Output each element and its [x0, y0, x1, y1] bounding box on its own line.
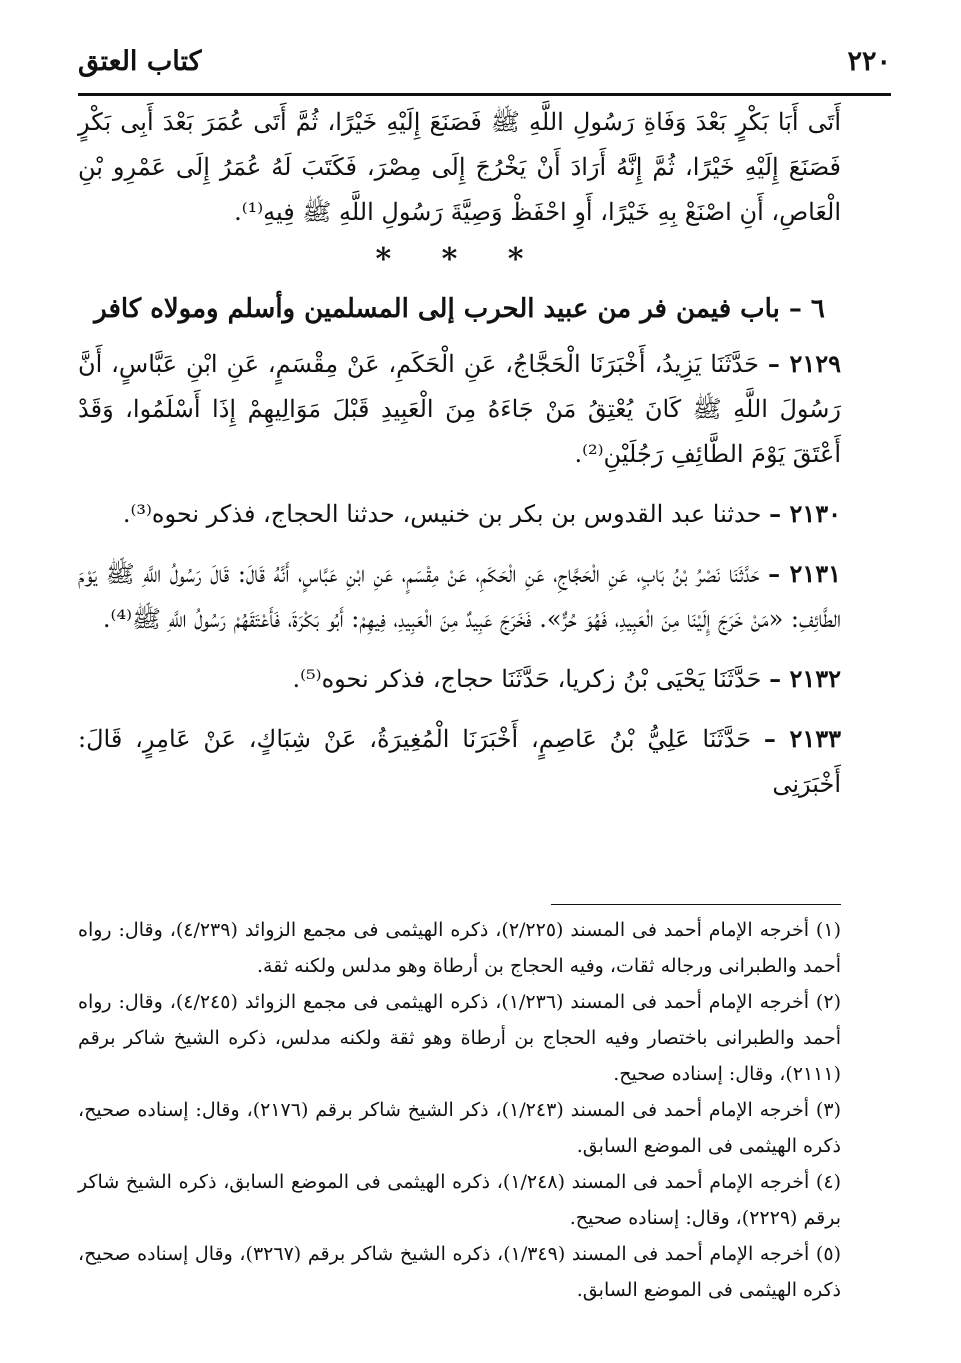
chapter-title: ٦ – باب فيمن فر من عبيد الحرب إلى المسلمين وأسلم ومولاه كافر	[94, 294, 825, 324]
hadith-number: ٢١٣٣ –	[763, 724, 841, 753]
hadith-number: ٢١٢٩ –	[767, 349, 841, 378]
footnote-1: (١) أخرجه الإمام أحمد فى المسند (٢/٢٢٥)، ذكره الهيثمى فى مجمع الزوائد (٤/٢٣٩)، وقال: رواه أحمد والطبرانى ورجاله ثقات، وفيه الحجاج بن أرطاة وهو مدلس ولكنه ثقة.	[78, 919, 841, 977]
main-text	[78, 100, 841, 807]
hadith-number: ٢١٣١ –	[768, 559, 842, 588]
footnote-5: (٥) أخرجه الإمام أحمد فى المسند (١/٣٤٩)، ذكره الشيخ شاكر برقم (٣٢٦٧)، وقال إسناده صحيح، ذكره الهيثمى فى الموضع السابق.	[78, 1243, 841, 1301]
footnote-rule	[551, 904, 841, 905]
hadith-2132	[78, 656, 841, 702]
hadith-text: حَدَّثَنَا يَحْيَى بْنُ زكريا، حَدَّثَنَا حجاج، فذكر نحوه⁽⁵⁾.	[292, 665, 762, 693]
footnote-2: (٢) أخرجه الإمام أحمد فى المسند (١/٢٣٦)، ذكره الهيثمى فى مجمع الزوائد (٤/٢٤٥)، وقال: رواه أحمد والطبرانى باختصار وفيه الحجاج بن أرطاة وهو ثقة ولكنه مدلس، ذكره الشيخ شاكر برقم (٢١١١)، وقال: إسناده صحيح.	[78, 991, 841, 1085]
hadith-text: حدثنا عبد القدوس بن بكر بن خنيس، حدثنا الحجاج، فذكر نحوه⁽³⁾.	[122, 500, 762, 528]
hadith-text: حَدَّثَنَا عَلِيُّ بْنُ عَاصِمٍ، أَخْبَرَنَا الْمُغِيرَةُ، عَنْ شِبَاكٍ، عَنْ عَامِرٍ، قَالَ: أَخْبَرَنِى	[78, 725, 841, 798]
book-title: كتاب العتق	[78, 46, 202, 77]
hadith-2133	[78, 716, 841, 807]
footnotes	[78, 912, 841, 1308]
page-number: ٢٢٠	[847, 46, 891, 77]
hadith-number: ٢١٣٢ –	[769, 664, 841, 693]
hadith-2130	[78, 491, 841, 537]
hadith-text: حَدَّثَنَا نَصْرُ بْنُ بَابٍ، عَنِ الْحَجَّاجِ، عَنِ الْحَكَمِ، عَنْ مِقْسَمٍ، عَنِ ابْنِ عَبَّاسٍ، أَنَّهُ قَالَ: قَالَ رَسُولُ اللَّهِ ﷺ يَوْمَ الطَّائِفِ: «مَنْ خَرَجَ إِلَيْنَا مِنَ الْعَبِيدِ، فَهُوَ حُرٌّ». فَخَرَجَ عَبِيدٌ مِنَ الْعَبِيدِ، فِيهِمْ: أَبُو بَكْرَةَ، فَأَعْتَقَهُمْ رَسُولُ اللَّهِ ﷺ⁽⁴⁾.	[78, 560, 841, 633]
hadith-2129	[78, 341, 841, 477]
hadith-2131	[78, 551, 841, 642]
footnote-4: (٤) أخرجه الإمام أحمد فى المسند (١/٢٤٨)، ذكره الهيثمى فى الموضع السابق، ذكره الشيخ شاكر برقم (٢٢٢٩)، وقال: إسناده صحيح.	[78, 1171, 841, 1229]
footnote-3: (٣) أخرجه الإمام أحمد فى المسند (١/٢٤٣)، ذكر الشيخ شاكر برقم (٢١٧٦)، وقال: إسناده صحيح، ذكره الهيثمى فى الموضع السابق.	[78, 1099, 841, 1157]
section-separator: * * *	[375, 242, 544, 277]
hadith-text: حَدَّثَنَا يَزِيدُ، أَخْبَرَنَا الْحَجَّاجُ، عَنِ الْحَكَمِ، عَنْ مِقْسَمٍ، عَنِ ابْنِ عَبَّاسٍ، أَنَّ رَسُولَ اللَّهِ ﷺ كَانَ يُعْتِقُ مَنْ جَاءَهُ مِنَ الْعَبِيدِ قَبْلَ مَوَالِيهِمْ إِذَا أَسْلَمُوا، وَقَدْ أَعْتَقَ يَوْمَ الطَّائِفِ رَجُلَيْنِ⁽²⁾.	[78, 350, 841, 468]
header-rule	[78, 93, 891, 96]
page-header	[78, 38, 891, 96]
intro-paragraph: أَتَى أَبَا بَكْرٍ بَعْدَ وَفَاةِ رَسُولِ اللَّهِ ﷺ فَصَنَعَ إِلَيْهِ خَيْرًا، ثُمَّ أَتَى عُمَرَ بَعْدَ أَبِى بَكْرٍ فَصَنَعَ إِلَيْهِ خَيْرًا، ثُمَّ إِنَّهُ أَرَادَ أَنْ يَخْرُجَ إِلَى مِصْرَ، فَكَتَبَ لَهُ عُمَرُ إِلَى عَمْرِو بْنِ الْعَاصِ، أَنِ اصْنَعْ بِهِ خَيْرًا، أَوِ احْفَظْ وَصِيَّةَ رَسُولِ اللَّهِ ﷺ فِيهِ⁽¹⁾.	[78, 108, 841, 226]
hadith-number: ٢١٣٠ –	[769, 499, 841, 528]
